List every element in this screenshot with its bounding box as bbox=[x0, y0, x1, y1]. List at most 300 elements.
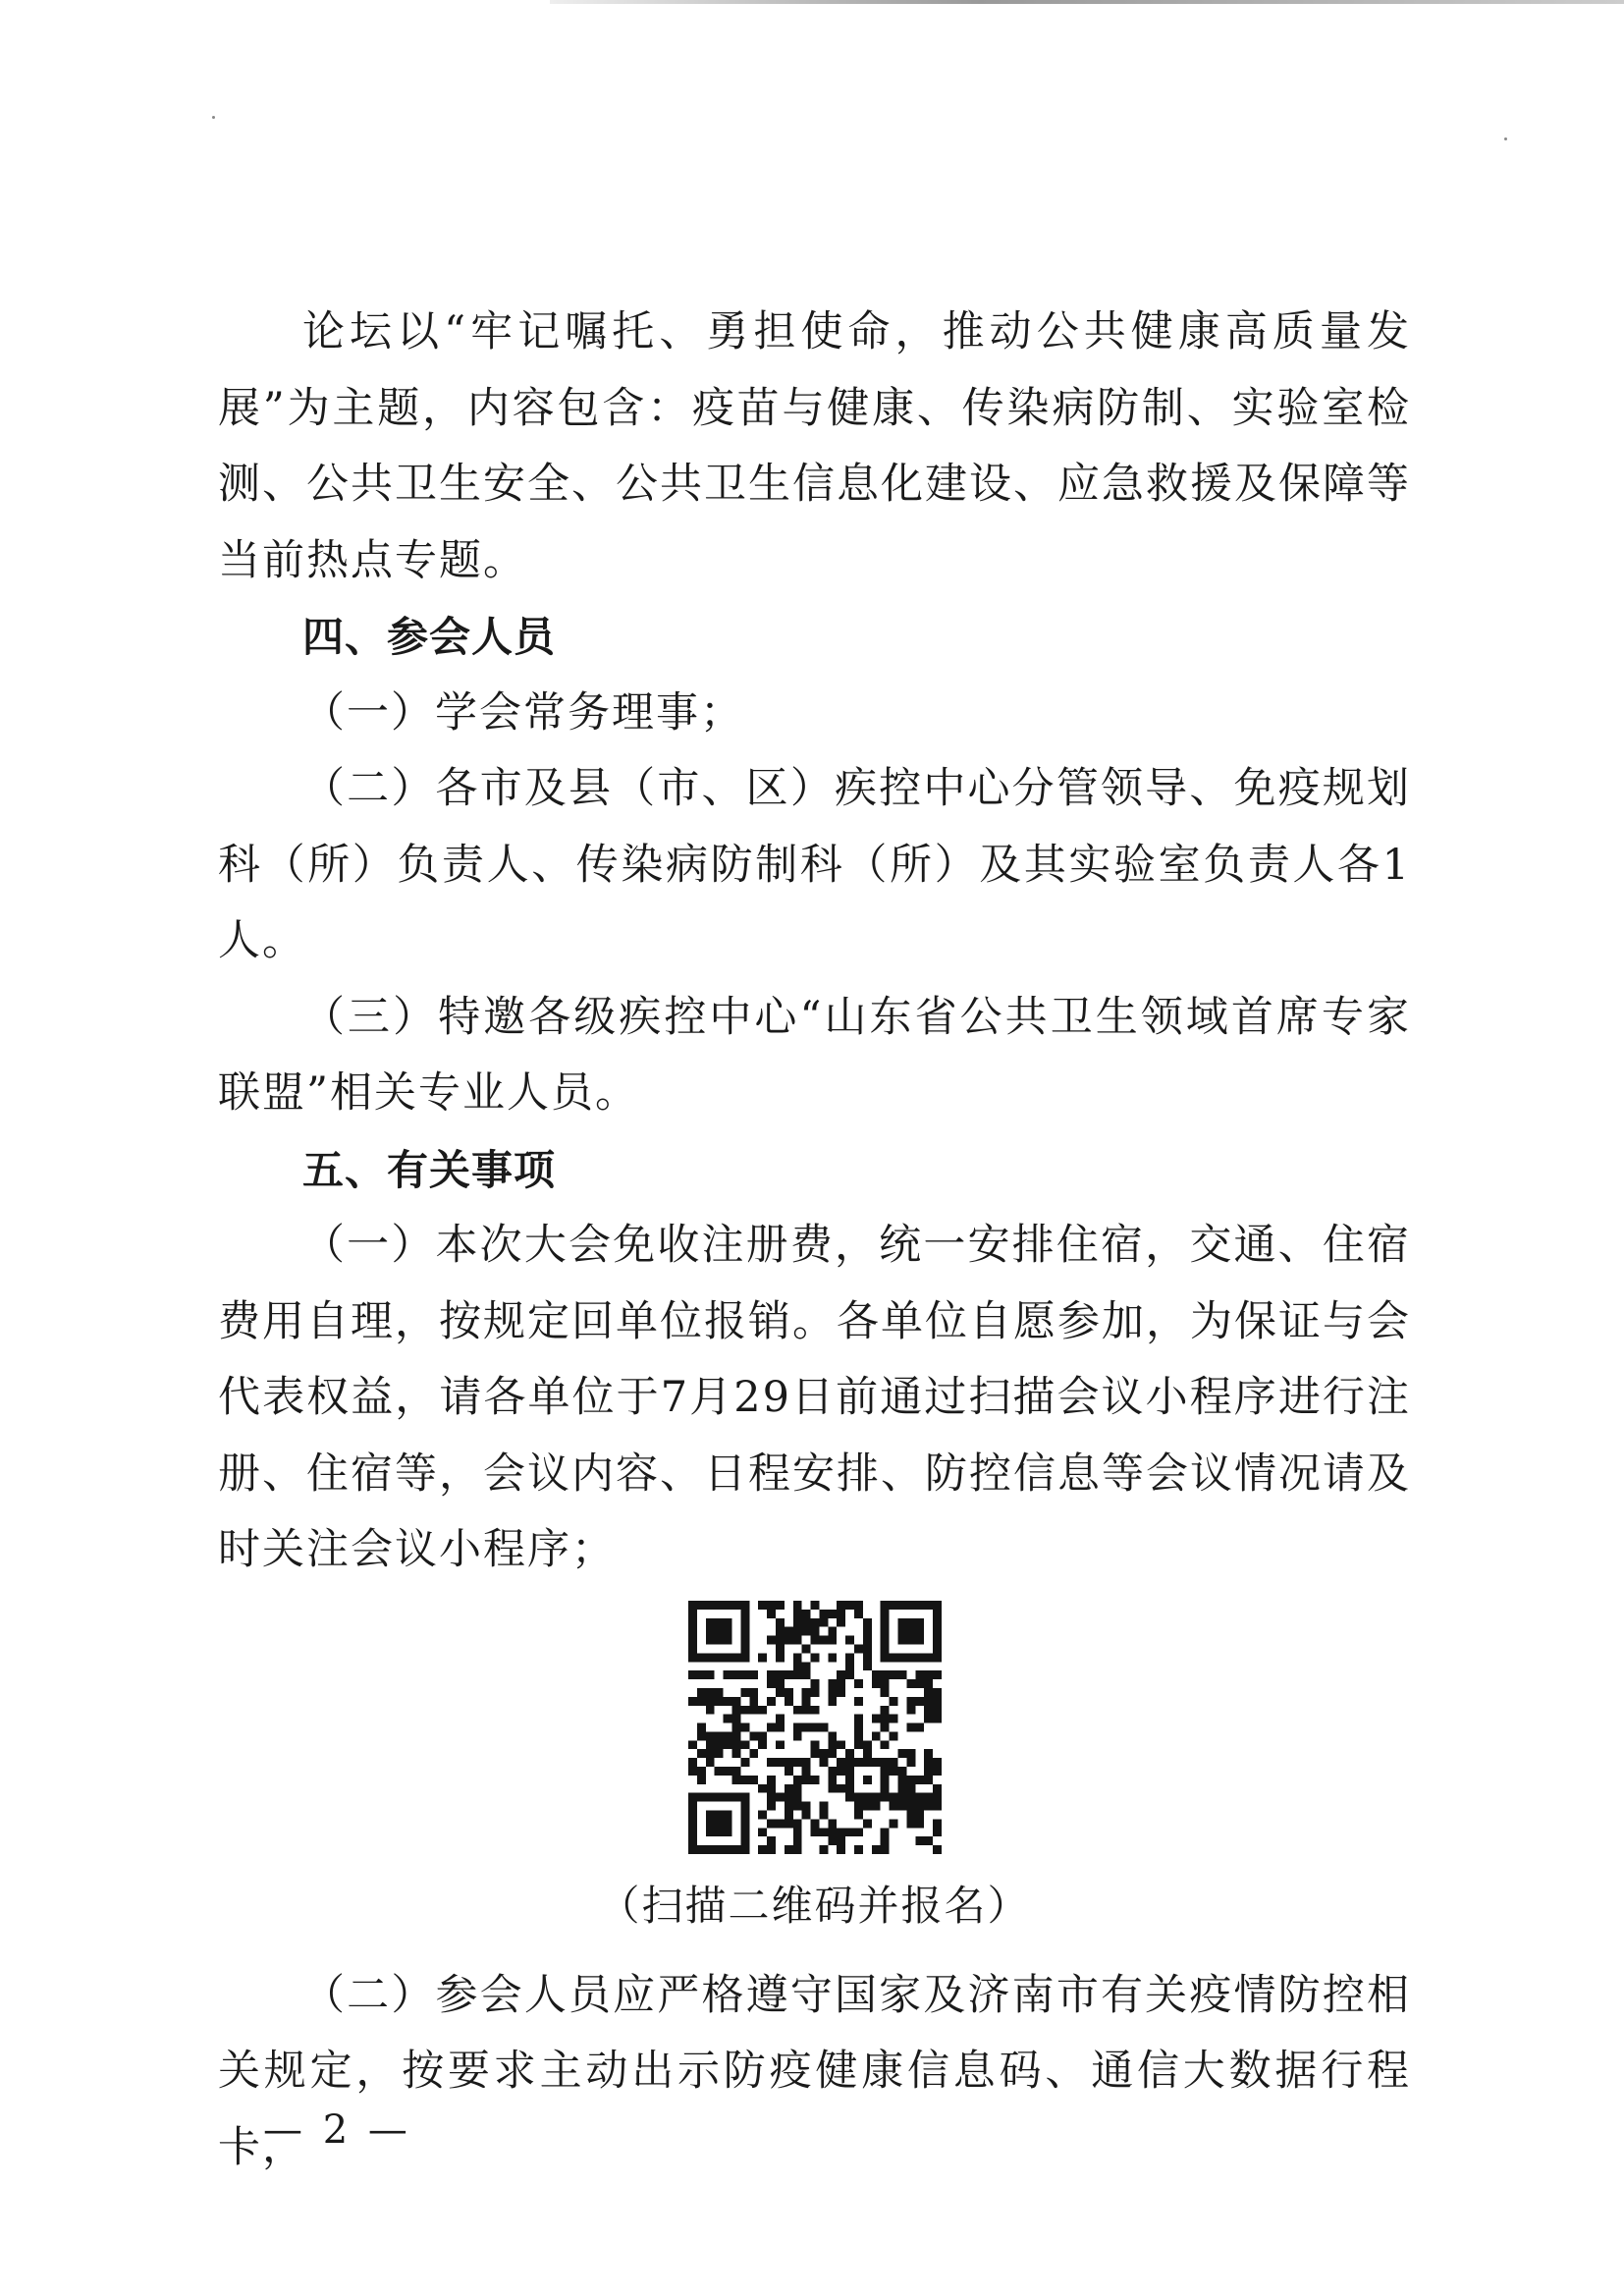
qr-module bbox=[784, 1783, 792, 1792]
qr-module bbox=[880, 1635, 889, 1644]
qr-module bbox=[723, 1810, 731, 1819]
qr-module bbox=[889, 1670, 897, 1679]
qr-module bbox=[906, 1601, 915, 1610]
scan-speck bbox=[1504, 137, 1507, 140]
qr-module bbox=[705, 1601, 714, 1610]
qr-module bbox=[696, 1749, 705, 1758]
qr-module bbox=[784, 1626, 792, 1635]
qr-module bbox=[933, 1758, 942, 1767]
qr-module bbox=[714, 1617, 723, 1626]
qr-module bbox=[897, 1670, 906, 1679]
qr-module bbox=[740, 1845, 749, 1854]
qr-module bbox=[924, 1696, 933, 1705]
qr-module bbox=[933, 1687, 942, 1696]
qr-module bbox=[792, 1845, 801, 1854]
qr-module bbox=[740, 1644, 749, 1653]
qr-module bbox=[897, 1801, 906, 1810]
qr-module bbox=[758, 1828, 767, 1836]
qr-module bbox=[915, 1653, 924, 1662]
qr-module bbox=[758, 1740, 767, 1749]
qr-module bbox=[731, 1792, 740, 1801]
qr-module bbox=[854, 1601, 863, 1610]
qr-module bbox=[915, 1810, 924, 1819]
qr-module bbox=[792, 1783, 801, 1792]
qr-module bbox=[933, 1653, 942, 1662]
qr-module bbox=[792, 1819, 801, 1828]
qr-module bbox=[758, 1601, 767, 1610]
qr-module bbox=[696, 1722, 705, 1731]
qr-module bbox=[723, 1635, 731, 1644]
qr-module bbox=[854, 1714, 863, 1722]
qr-module bbox=[828, 1775, 837, 1783]
qr-module bbox=[792, 1635, 801, 1644]
qr-module bbox=[749, 1775, 758, 1783]
qr-module bbox=[688, 1836, 697, 1845]
qr-module bbox=[784, 1670, 792, 1679]
qr-module bbox=[845, 1749, 854, 1758]
qr-module bbox=[862, 1775, 871, 1783]
qr-module bbox=[801, 1767, 810, 1776]
qr-module bbox=[714, 1828, 723, 1836]
paragraph: （三）特邀各级疾控中心“山东省公共卫生领域首席专家联盟”相关专业人员。 bbox=[218, 992, 1411, 1118]
qr-module bbox=[915, 1722, 924, 1731]
qr-module bbox=[749, 1731, 758, 1740]
qr-module bbox=[845, 1767, 854, 1776]
qr-module bbox=[740, 1670, 749, 1679]
qr-module bbox=[906, 1617, 915, 1626]
qr-module bbox=[880, 1670, 889, 1679]
qr-module bbox=[784, 1687, 792, 1696]
qr-module bbox=[792, 1828, 801, 1836]
qr-module bbox=[880, 1836, 889, 1845]
qr-module bbox=[906, 1775, 915, 1783]
qr-module bbox=[775, 1758, 784, 1767]
qr-module bbox=[784, 1792, 792, 1801]
qr-module bbox=[714, 1653, 723, 1662]
qr-module bbox=[749, 1705, 758, 1714]
qr-module bbox=[801, 1801, 810, 1810]
qr-code-icon[interactable] bbox=[688, 1601, 942, 1854]
qr-module bbox=[688, 1801, 697, 1810]
qr-module bbox=[696, 1670, 705, 1679]
qr-module bbox=[933, 1783, 942, 1792]
qr-module bbox=[889, 1653, 897, 1662]
qr-module bbox=[767, 1679, 776, 1688]
qr-module bbox=[889, 1801, 897, 1810]
qr-module bbox=[740, 1819, 749, 1828]
qr-module bbox=[924, 1687, 933, 1696]
qr-module bbox=[767, 1801, 776, 1810]
qr-module bbox=[723, 1601, 731, 1610]
qr-module bbox=[688, 1635, 697, 1644]
qr-module bbox=[862, 1644, 871, 1653]
qr-module bbox=[880, 1792, 889, 1801]
paragraph: （二）参会人员应严格遵守国家及济南市有关疫情防控相关规定，按要求主动出示防疫健康信息码、通信大数据行程卡， bbox=[218, 1970, 1411, 2172]
qr-module bbox=[792, 1601, 801, 1610]
qr-module bbox=[810, 1705, 819, 1714]
qr-module bbox=[837, 1670, 845, 1679]
qr-module bbox=[731, 1601, 740, 1610]
qr-module bbox=[731, 1845, 740, 1854]
qr-module bbox=[801, 1626, 810, 1635]
qr-module bbox=[880, 1609, 889, 1617]
qr-module bbox=[688, 1845, 697, 1854]
qr-module bbox=[714, 1731, 723, 1740]
qr-module bbox=[828, 1679, 837, 1688]
qr-module bbox=[801, 1687, 810, 1696]
qr-module bbox=[828, 1783, 837, 1792]
qr-module bbox=[906, 1810, 915, 1819]
qr-module bbox=[758, 1731, 767, 1740]
qr-module bbox=[688, 1696, 697, 1705]
qr-module bbox=[723, 1792, 731, 1801]
qr-module bbox=[819, 1749, 828, 1758]
qr-module bbox=[897, 1617, 906, 1626]
qr-module bbox=[924, 1801, 933, 1810]
qr-module bbox=[933, 1696, 942, 1705]
qr-module bbox=[862, 1635, 871, 1644]
qr-module bbox=[880, 1626, 889, 1635]
qr-module bbox=[740, 1836, 749, 1845]
qr-module bbox=[862, 1819, 871, 1828]
qr-module bbox=[915, 1601, 924, 1610]
qr-module bbox=[688, 1617, 697, 1626]
qr-module bbox=[723, 1653, 731, 1662]
qr-module bbox=[871, 1792, 880, 1801]
qr-module bbox=[880, 1722, 889, 1731]
qr-module bbox=[854, 1801, 863, 1810]
qr-module bbox=[845, 1758, 854, 1767]
qr-module bbox=[705, 1758, 714, 1767]
qr-module bbox=[784, 1696, 792, 1705]
qr-module bbox=[854, 1644, 863, 1653]
qr-module bbox=[880, 1783, 889, 1792]
qr-module bbox=[767, 1819, 776, 1828]
qr-module bbox=[740, 1792, 749, 1801]
qr-module bbox=[915, 1617, 924, 1626]
qr-module bbox=[775, 1653, 784, 1662]
qr-module bbox=[933, 1767, 942, 1776]
qr-module bbox=[915, 1801, 924, 1810]
qr-module bbox=[749, 1687, 758, 1696]
qr-module bbox=[845, 1601, 854, 1610]
qr-module bbox=[819, 1617, 828, 1626]
qr-module bbox=[933, 1626, 942, 1635]
qr-module bbox=[740, 1801, 749, 1810]
qr-module bbox=[906, 1679, 915, 1688]
qr-module bbox=[740, 1722, 749, 1731]
qr-module bbox=[828, 1836, 837, 1845]
qr-module bbox=[933, 1617, 942, 1626]
qr-section bbox=[218, 1601, 1411, 1941]
qr-module bbox=[705, 1810, 714, 1819]
qr-module bbox=[854, 1828, 863, 1836]
qr-module bbox=[862, 1626, 871, 1635]
qr-module bbox=[854, 1609, 863, 1617]
qr-module bbox=[854, 1696, 863, 1705]
qr-module bbox=[731, 1731, 740, 1740]
qr-module bbox=[775, 1626, 784, 1635]
qr-module bbox=[819, 1609, 828, 1617]
qr-module bbox=[880, 1767, 889, 1776]
qr-module bbox=[714, 1819, 723, 1828]
qr-module bbox=[740, 1626, 749, 1635]
qr-module bbox=[784, 1845, 792, 1854]
qr-module bbox=[792, 1705, 801, 1714]
qr-module bbox=[837, 1828, 845, 1836]
qr-module bbox=[810, 1653, 819, 1662]
qr-module bbox=[854, 1679, 863, 1688]
qr-module bbox=[801, 1670, 810, 1679]
qr-module bbox=[767, 1670, 776, 1679]
qr-module bbox=[906, 1635, 915, 1644]
qr-module bbox=[924, 1679, 933, 1688]
qr-module bbox=[810, 1601, 819, 1610]
qr-module bbox=[696, 1687, 705, 1696]
qr-module bbox=[723, 1767, 731, 1776]
qr-module bbox=[819, 1845, 828, 1854]
qr-module bbox=[749, 1696, 758, 1705]
qr-caption: （扫描二维码并报名） bbox=[598, 1881, 1031, 1930]
qr-module bbox=[828, 1687, 837, 1696]
qr-module bbox=[880, 1653, 889, 1662]
qr-module bbox=[810, 1679, 819, 1688]
qr-module bbox=[880, 1828, 889, 1836]
qr-module bbox=[854, 1758, 863, 1767]
qr-module bbox=[767, 1783, 776, 1792]
qr-module bbox=[705, 1740, 714, 1749]
qr-module bbox=[801, 1662, 810, 1670]
qr-module bbox=[731, 1696, 740, 1705]
qr-module bbox=[933, 1801, 942, 1810]
paragraph-list bbox=[218, 295, 1411, 1589]
qr-module bbox=[792, 1617, 801, 1626]
qr-module bbox=[837, 1758, 845, 1767]
qr-module bbox=[740, 1617, 749, 1626]
qr-module bbox=[723, 1670, 731, 1679]
qr-module bbox=[915, 1696, 924, 1705]
qr-module bbox=[810, 1687, 819, 1696]
qr-module bbox=[933, 1705, 942, 1714]
qr-module bbox=[688, 1828, 697, 1836]
qr-module bbox=[801, 1758, 810, 1767]
qr-module bbox=[705, 1792, 714, 1801]
qr-module bbox=[740, 1740, 749, 1749]
qr-module bbox=[837, 1845, 845, 1854]
qr-module bbox=[784, 1635, 792, 1644]
qr-module bbox=[845, 1775, 854, 1783]
qr-module bbox=[880, 1617, 889, 1626]
qr-module bbox=[749, 1670, 758, 1679]
qr-module bbox=[688, 1609, 697, 1617]
qr-module bbox=[705, 1653, 714, 1662]
page-number: — 2 — bbox=[263, 2107, 411, 2153]
qr-module bbox=[933, 1819, 942, 1828]
qr-module bbox=[924, 1653, 933, 1662]
paragraph: （一）学会常务理事； bbox=[302, 687, 744, 738]
qr-module bbox=[889, 1767, 897, 1776]
qr-module bbox=[767, 1775, 776, 1783]
qr-module bbox=[819, 1828, 828, 1836]
qr-module bbox=[688, 1767, 697, 1776]
qr-module bbox=[854, 1722, 863, 1731]
qr-module bbox=[906, 1801, 915, 1810]
scan-speck bbox=[212, 116, 215, 119]
qr-module bbox=[845, 1792, 854, 1801]
qr-module bbox=[688, 1740, 697, 1749]
qr-module bbox=[915, 1670, 924, 1679]
qr-module bbox=[819, 1635, 828, 1644]
qr-module bbox=[906, 1819, 915, 1828]
qr-module bbox=[880, 1714, 889, 1722]
qr-module bbox=[924, 1758, 933, 1767]
qr-module bbox=[828, 1819, 837, 1828]
qr-module bbox=[906, 1653, 915, 1662]
section-heading: 四、参会人员 bbox=[302, 613, 557, 661]
qr-module bbox=[767, 1609, 776, 1617]
qr-module bbox=[880, 1705, 889, 1714]
qr-module bbox=[775, 1722, 784, 1731]
qr-module bbox=[723, 1626, 731, 1635]
qr-module bbox=[845, 1653, 854, 1662]
qr-module bbox=[889, 1714, 897, 1722]
qr-module bbox=[775, 1601, 784, 1610]
qr-module bbox=[845, 1635, 854, 1644]
qr-module bbox=[731, 1749, 740, 1758]
qr-module bbox=[828, 1740, 837, 1749]
qr-module bbox=[801, 1696, 810, 1705]
qr-module bbox=[714, 1687, 723, 1696]
qr-module bbox=[688, 1601, 697, 1610]
qr-module bbox=[740, 1635, 749, 1644]
qr-module bbox=[924, 1749, 933, 1758]
qr-module bbox=[933, 1644, 942, 1653]
body-text bbox=[218, 295, 1411, 2186]
qr-module bbox=[696, 1696, 705, 1705]
qr-module bbox=[705, 1687, 714, 1696]
qr-module bbox=[792, 1775, 801, 1783]
qr-module bbox=[740, 1810, 749, 1819]
qr-module bbox=[696, 1731, 705, 1740]
qr-module bbox=[801, 1705, 810, 1714]
qr-module bbox=[758, 1810, 767, 1819]
qr-module bbox=[705, 1670, 714, 1679]
qr-module bbox=[933, 1670, 942, 1679]
qr-module bbox=[784, 1801, 792, 1810]
qr-module bbox=[915, 1792, 924, 1801]
qr-module bbox=[880, 1687, 889, 1696]
qr-module bbox=[871, 1679, 880, 1688]
qr-module bbox=[819, 1810, 828, 1819]
qr-module bbox=[801, 1644, 810, 1653]
qr-module bbox=[837, 1601, 845, 1610]
qr-module bbox=[862, 1749, 871, 1758]
qr-module bbox=[731, 1653, 740, 1662]
qr-module bbox=[915, 1679, 924, 1688]
qr-module bbox=[714, 1749, 723, 1758]
qr-module bbox=[740, 1828, 749, 1836]
qr-module bbox=[828, 1828, 837, 1836]
qr-module bbox=[714, 1767, 723, 1776]
qr-module bbox=[688, 1758, 697, 1767]
qr-module bbox=[880, 1679, 889, 1688]
qr-module bbox=[714, 1792, 723, 1801]
qr-module bbox=[845, 1670, 854, 1679]
qr-module bbox=[810, 1828, 819, 1836]
qr-module bbox=[705, 1617, 714, 1626]
qr-module bbox=[837, 1609, 845, 1617]
qr-module bbox=[915, 1836, 924, 1845]
qr-module bbox=[758, 1653, 767, 1662]
qr-module bbox=[758, 1783, 767, 1792]
qr-module bbox=[696, 1845, 705, 1854]
qr-module bbox=[723, 1696, 731, 1705]
qr-module bbox=[784, 1819, 792, 1828]
qr-module bbox=[688, 1626, 697, 1635]
qr-module bbox=[775, 1687, 784, 1696]
qr-module bbox=[749, 1749, 758, 1758]
qr-module bbox=[767, 1722, 776, 1731]
paragraph: （二）各市及县（市、区）疾控中心分管领导、免疫规划科（所）负责人、传染病防制科（所）及其实验室负责人各1人。 bbox=[218, 764, 1411, 965]
qr-module bbox=[775, 1740, 784, 1749]
qr-module bbox=[933, 1609, 942, 1617]
qr-module bbox=[792, 1626, 801, 1635]
qr-module bbox=[897, 1783, 906, 1792]
qr-module bbox=[889, 1758, 897, 1767]
qr-module bbox=[933, 1601, 942, 1610]
qr-module bbox=[837, 1617, 845, 1626]
qr-module bbox=[767, 1696, 776, 1705]
qr-module bbox=[933, 1635, 942, 1644]
qr-module bbox=[758, 1845, 767, 1854]
qr-module bbox=[688, 1653, 697, 1662]
qr-module bbox=[897, 1601, 906, 1610]
qr-module bbox=[801, 1722, 810, 1731]
qr-module bbox=[740, 1705, 749, 1714]
qr-module bbox=[924, 1767, 933, 1776]
qr-module bbox=[696, 1792, 705, 1801]
qr-module bbox=[775, 1679, 784, 1688]
qr-module bbox=[862, 1758, 871, 1767]
qr-module bbox=[810, 1626, 819, 1635]
qr-module bbox=[705, 1819, 714, 1828]
qr-module bbox=[723, 1740, 731, 1749]
qr-module bbox=[723, 1845, 731, 1854]
qr-module bbox=[819, 1758, 828, 1767]
qr-module bbox=[854, 1740, 863, 1749]
qr-module bbox=[828, 1696, 837, 1705]
qr-module bbox=[784, 1758, 792, 1767]
qr-module bbox=[723, 1714, 731, 1722]
qr-module bbox=[837, 1767, 845, 1776]
qr-module bbox=[775, 1714, 784, 1722]
qr-module bbox=[810, 1635, 819, 1644]
qr-module bbox=[731, 1670, 740, 1679]
qr-module bbox=[801, 1609, 810, 1617]
qr-module bbox=[880, 1845, 889, 1854]
qr-module bbox=[933, 1714, 942, 1722]
qr-module bbox=[906, 1758, 915, 1767]
qr-module bbox=[871, 1801, 880, 1810]
qr-module bbox=[924, 1601, 933, 1610]
qr-module bbox=[758, 1705, 767, 1714]
qr-module bbox=[933, 1792, 942, 1801]
qr-module bbox=[828, 1731, 837, 1740]
qr-module bbox=[775, 1644, 784, 1653]
qr-module bbox=[731, 1767, 740, 1776]
qr-module bbox=[775, 1819, 784, 1828]
qr-module bbox=[871, 1714, 880, 1722]
